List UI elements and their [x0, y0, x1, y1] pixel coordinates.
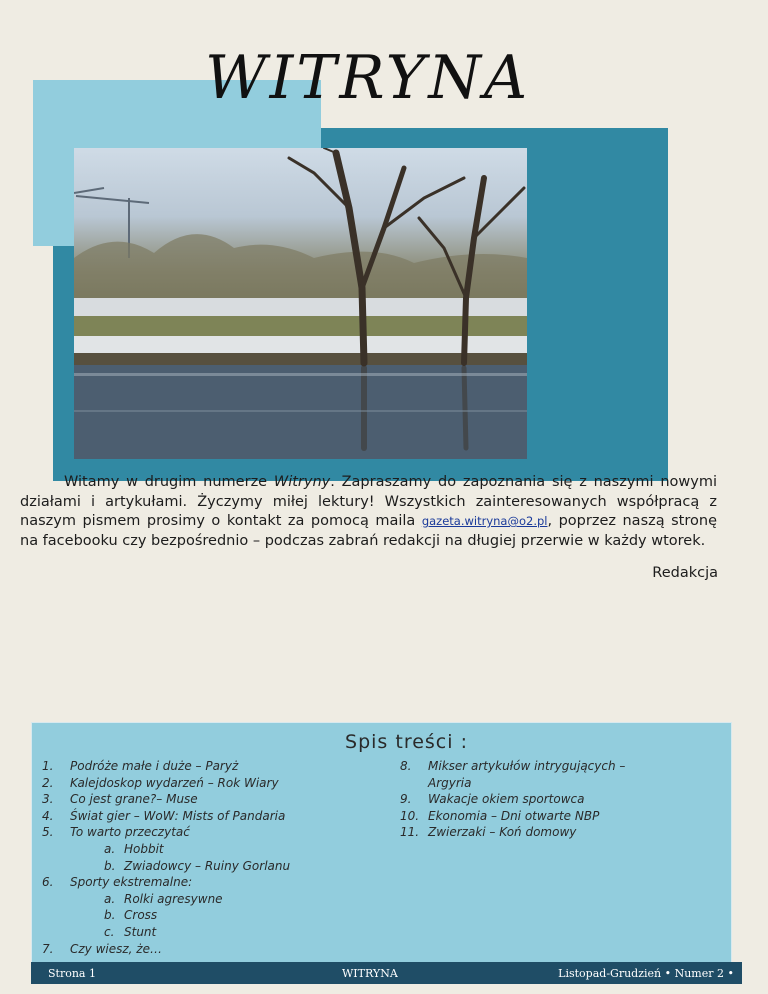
- masthead-title: WITRYNA: [205, 43, 531, 113]
- toc-item: 7. Czy wiesz, że…: [42, 941, 162, 956]
- signature: Redakcja: [652, 565, 718, 581]
- footer-issue: Listopad-Grudzień • Numer 2 •: [558, 967, 734, 980]
- toc-subitem: b. Zwiadowcy – Ruiny Gorlanu: [104, 858, 291, 873]
- toc-subitem: a. Hobbit: [104, 841, 164, 856]
- toc-subitem: c. Stunt: [104, 924, 157, 939]
- toc-item-continuation: Argyria: [428, 775, 472, 790]
- intro-text-3: , poprzez naszą stronę na facebooku czy bezpośrednio – podczas zabrań redakcji na długiej przerwie w każdy wtorek.: [20, 513, 717, 549]
- toc-item: 8. Mikser artykułów intrygujących –: [400, 759, 626, 773]
- intro-paragraph: [20, 473, 717, 551]
- toc-item: 10. Ekonomia – Dni otwarte NBP: [400, 808, 600, 823]
- footer-page-number: Strona 1: [48, 967, 96, 980]
- toc-item: 2. Kalejdoskop wydarzeń – Rok Wiary: [42, 775, 279, 790]
- table-of-contents: [31, 722, 732, 966]
- email-link[interactable]: gazeta.witryna@o2.pl: [421, 514, 548, 528]
- toc-item: 5. To warto przeczytać: [42, 825, 190, 840]
- toc-item: 11. Zwierzaki – Koń domowy: [400, 825, 577, 840]
- toc-item: 4. Świat gier – WoW: Mists of Pandaria: [42, 808, 286, 823]
- toc-item: 6. Sporty ekstremalne:: [42, 875, 193, 890]
- intro-text-2: . Zapraszamy do zapoznania się z naszymi nowymi działami i artykułami. Życzymy miłej lektury! Wszystkich zainteresowanych współpracą z naszym pismem prosimy o kontakt za pomocą maila: [20, 474, 717, 529]
- toc-item: 9. Wakacje okiem sportowca: [400, 792, 585, 807]
- toc-right-column: [400, 758, 730, 841]
- toc-title: Spis treści :: [345, 731, 468, 753]
- intro-text-1: Witamy w drugim numerze: [64, 474, 274, 490]
- toc-left-column: [42, 758, 372, 957]
- toc-subitem: b. Cross: [104, 908, 158, 923]
- magazine-name: Witryny: [273, 474, 331, 490]
- toc-item: 3. Co jest grane?– Muse: [42, 792, 198, 807]
- footer-title: WITRYNA: [342, 967, 398, 980]
- toc-item: 1. Podróże małe i duże – Paryż: [42, 759, 239, 773]
- toc-subitem: a. Rolki agresywne: [104, 891, 223, 906]
- page-footer: [31, 962, 742, 984]
- cover-photo: [74, 148, 527, 459]
